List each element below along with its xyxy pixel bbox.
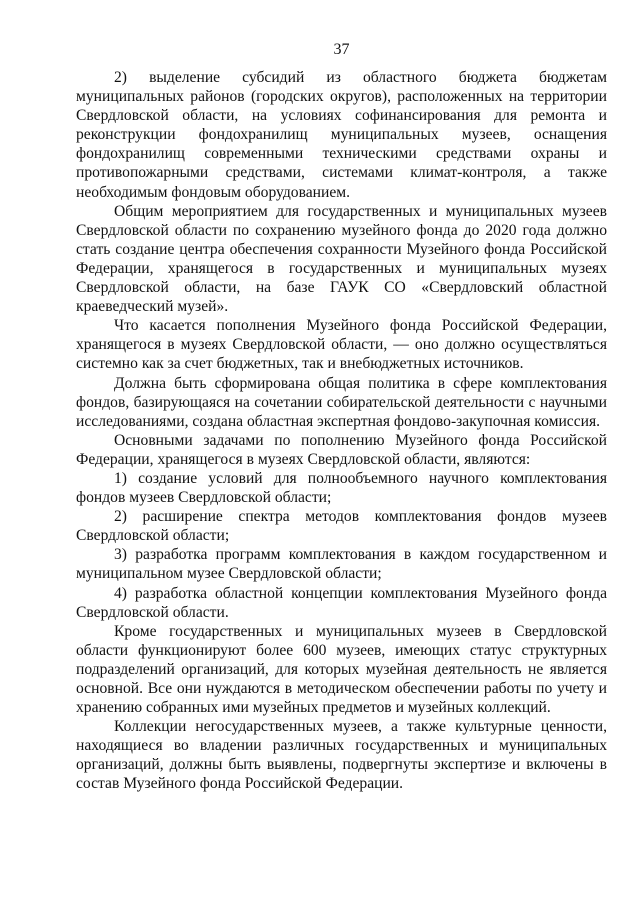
paragraph-replenishment: Что касается пополнения Музейного фонда Российской Федерации, хранящегося в музеях Свердловской области, — оно должно осуществляться системно как за счет бюджетных, так и внебюджетных источников. [76,317,607,373]
paragraph-preservation-center: Общим мероприятием для государственных и муниципальных музеев Свердловской области по сохранению музейного фонда до 2020 года должно стать создание центра обеспечения сохранности Музейного фонда Российской Федерации, хранящегося в государственных и муниципальных музеях Свердловской области, на базе ГАУК СО «Свердловский областной краеведческий музей». [76,202,607,316]
paragraph-other-museums: Кроме государственных и муниципальных музеев в Свердловской области функционируют более 600 музеев, имеющих статус структурных подразделений организаций, для которых музейная деятельность не является основной. Все они нуждаются в методическом обеспечении работы по учету и хранению собранных ими музейных предметов и музейных коллекций. [76,622,607,717]
page-number: 37 [333,41,350,58]
paragraph-acquisition-policy: Должна быть сформирована общая политика в сфере комплектования фондов, базирующаяся на сочетании собирательской деятельности с научными исследованиями, создана областная экспертная фондово-закупочная комиссия. [76,374,607,430]
list-item-task-3: 3) разработка программ комплектования в каждом государственном и муниципальном музее Свердловской области; [76,546,607,583]
paragraph-subsidies: 2) выделение субсидий из областного бюджета бюджетам муниципальных районов (городских округов), расположенных на территории Свердловской области, на условиях софинансирования для ремонта и реконструкции фондохранилищ муниципальных музеев, оснащения фондохранилищ современными техническими средствами охраны и противопожарными средствами, системами климат-контроля, а также необходимым фондовым оборудованием. [76,69,607,201]
list-item-task-2: 2) расширение спектра методов комплектования фондов музеев Свердловской области; [76,508,607,545]
paragraph-non-state-collections: Коллекции негосударственных музеев, а также культурные ценности, находящиеся во владении различных государственных и муниципальных организаций, должны быть выявлены, подвергнуты экспертизе и включены в состав Музейного фонда Российской Федерации. [76,718,607,793]
paragraph-main-tasks: Основными задачами по пополнению Музейного фонда Российской Федерации, хранящегося в музеях Свердловской области, являются: [76,431,607,468]
list-item-task-1: 1) создание условий для полнообъемного научного комплектования фондов музеев Свердловской области; [76,469,607,507]
document-page [76,40,607,794]
list-item-task-4: 4) разработка областной концепции комплектования Музейного фонда Свердловской области. [76,584,607,621]
